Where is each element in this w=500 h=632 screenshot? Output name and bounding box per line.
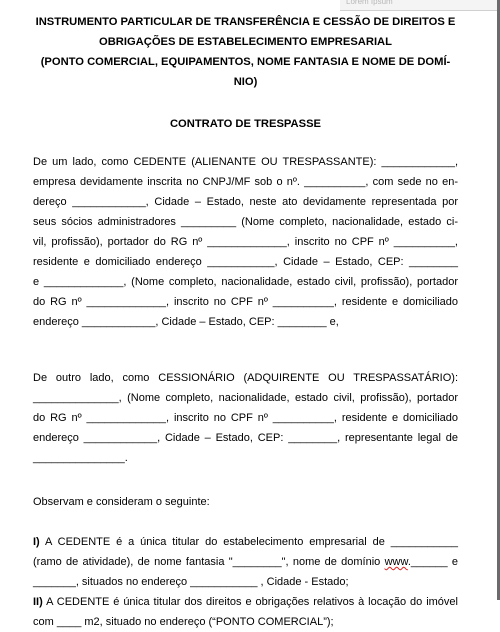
title-line: (PONTO COMERCIAL, EQUIPAMENTOS, NOME FANTASIA E NOME DE DOMÍ-	[40, 56, 451, 68]
adjacent-window-text: Lorem Ipsum	[346, 0, 393, 6]
document-title	[33, 12, 458, 92]
paragraph-line: empresa devidamente inscrita no CNPJ/MF sob o nº. __________, com sede no en-	[33, 176, 458, 188]
paragraph-line: endereço ____________, Cidade – Estado, CEP: ________, representante legal de	[33, 432, 458, 444]
title-line: NIO)	[233, 76, 258, 88]
clause-1-text: (ramo de atividade), de nome fantasia "________", nome de domínio	[33, 556, 381, 568]
paragraph-line: e _____________, (Nome completo, nacionalidade, estado civil, profissão), portador	[33, 276, 458, 288]
document-page	[33, 12, 458, 632]
clause-1-text: A CEDENTE é a única titular do estabelecimento empresarial de ___________	[45, 536, 459, 548]
contract-subtitle: CONTRATO DE TRESPASSE	[169, 118, 322, 130]
paragraph-line: _______________.	[33, 452, 128, 464]
observam-paragraph	[33, 492, 458, 512]
clause-1-line: _______, situados no endereço ___________ , Cidade - Estado;	[33, 576, 349, 588]
paragraph-line: residente e domiciliado endereço ___________, Cidade – Estado, CEP: ________	[33, 256, 458, 268]
paragraph-line: do RG nº _____________, inscrito no CPF nº __________, residente e domiciliado	[33, 412, 458, 424]
clause-1-line	[33, 532, 458, 552]
paragraph-line: De um lado, como CEDENTE (ALIENANTE OU TRESPASSANTE): ____________,	[33, 156, 458, 168]
paragraph-line: seus sócios administradores _________ (Nome completo, nacionalidade, estado ci-	[33, 216, 458, 228]
cedente-paragraph	[33, 152, 458, 332]
clause-2-line	[33, 592, 458, 612]
clause-1-numeral: I)	[33, 536, 40, 548]
paragraph-line: do RG nº _____________, inscrito no CPF nº __________, residente e domiciliado	[33, 296, 458, 308]
paragraph-line: endereço ____________, Cidade – Estado, CEP: ________ e,	[33, 316, 339, 328]
clause-2-text: A CEDENTE é única titular dos direitos e obrigações relativos à locação do imóvel	[46, 596, 458, 608]
clause-1-line	[33, 552, 458, 572]
clause-2-numeral: II)	[33, 596, 43, 608]
cessionario-paragraph	[33, 368, 458, 468]
clauses	[33, 532, 458, 632]
title-line: INSTRUMENTO PARTICULAR DE TRANSFERÊNCIA E CESSÃO DE DIREITOS E	[35, 16, 456, 28]
paragraph-line: ______________, (Nome completo, nacionalidade, estado civil, profissão), portador	[33, 392, 458, 404]
title-line: OBRIGAÇÕES DE ESTABELECIMENTO EMPRESARIAL	[99, 36, 392, 48]
clause-2-line: com ____ m2, situado no endereço (“PONTO COMERCIAL”);	[33, 616, 334, 628]
paragraph-line: dereço ____________, Cidade – Estado, neste ato devidamente representada por	[33, 196, 458, 208]
paragraph-line: vil, profissão), portador do RG nº _____________, inscrito no CPF nº __________,	[33, 236, 458, 248]
adjacent-window-strip	[340, 0, 497, 11]
paragraph-line: Observam e consideram o seguinte:	[33, 496, 210, 508]
spellcheck-word: www	[384, 556, 408, 568]
clause-1-text: .______ e	[407, 556, 458, 568]
paragraph-line: De outro lado, como CESSIONÁRIO (ADQUIRENTE OU TRESPASSATÁRIO):	[33, 372, 458, 384]
